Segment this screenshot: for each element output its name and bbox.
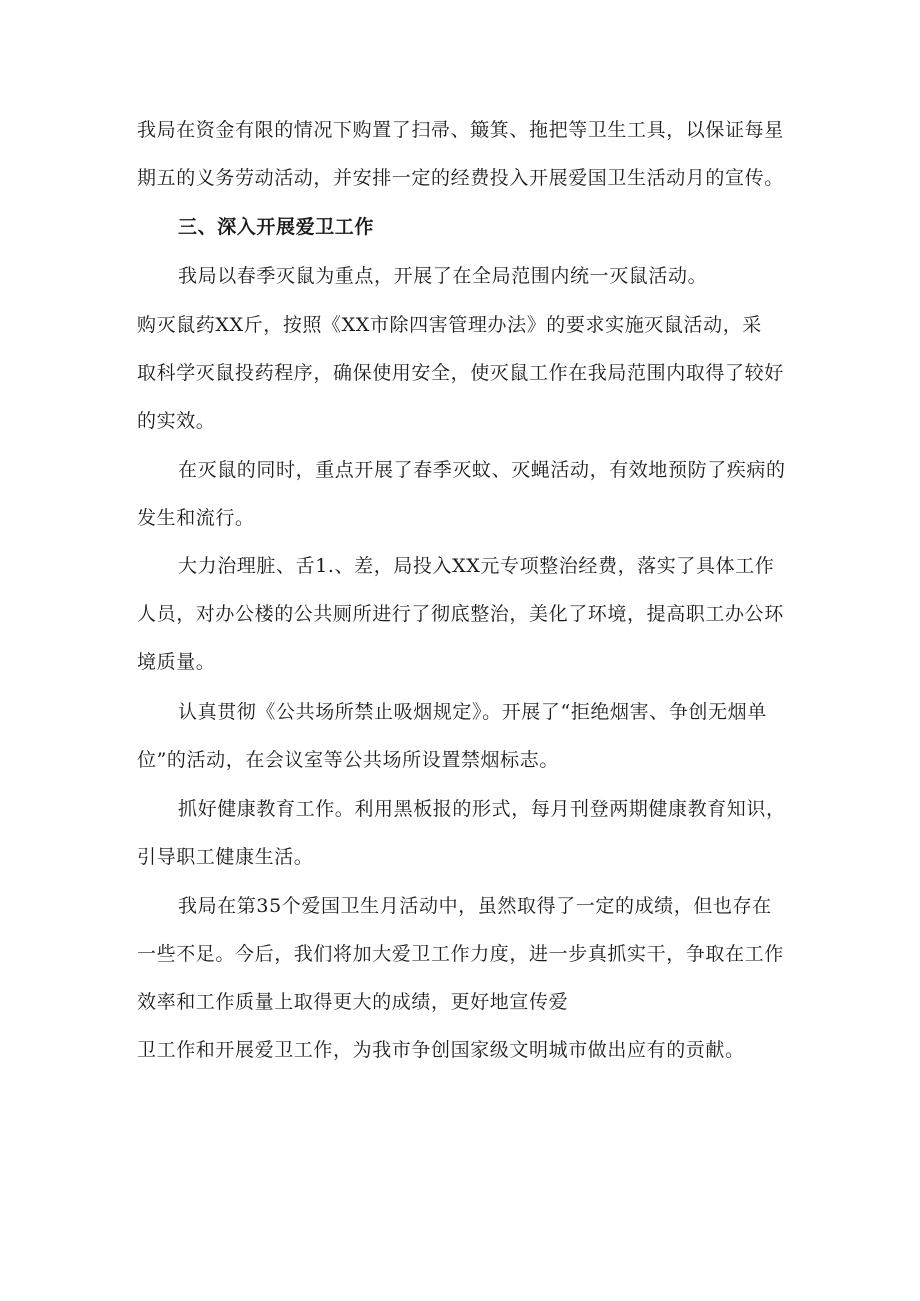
- body-text-line: 在灭鼠的同时，重点开展了春季灭蚊、灭蝇活动，有效地预防了疾病的: [178, 459, 786, 481]
- body-text-line: 人员，对办公楼的公共厕所进行了彻底整治，美化了环境，提高职工办公环: [137, 603, 784, 625]
- body-text-line: 卫工作和开展爱卫工作，为我市争创国家级文明城市做出应有的贡献。: [137, 1039, 745, 1061]
- body-text-line: 一些不足。今后，我们将加大爱卫工作力度，进一步真抓实干，争取在工作: [137, 943, 784, 965]
- body-text-line: 我局在第35个爱国卫生月活动中，虽然取得了一定的成绩，但也存在: [178, 895, 772, 917]
- body-text-line: 我局在资金有限的情况下购置了扫帚、簸箕、拖把等卫生工具，以保证每星: [137, 119, 784, 141]
- section-heading: 三、深入开展爱卫工作: [178, 216, 375, 238]
- body-text-line: 购灭鼠药XX斤，按照《XX市除四害管理办法》的要求实施灭鼠活动，采: [137, 314, 762, 336]
- body-text-line: 大力治理脏、舌1.、差，局投入XX元专项整治经费，落实了具体工作: [178, 555, 775, 577]
- body-text-line: 的实效。: [137, 410, 216, 432]
- body-text-line: 引导职工健康生活。: [137, 846, 314, 868]
- body-text-line: 期五的义务劳动活动，并安排一定的经费投入开展爱国卫生活动月的宣传。: [137, 167, 784, 189]
- body-text-line: 境质量。: [137, 651, 216, 673]
- body-text-line: 取科学灭鼠投药程序，确保使用安全，使灭鼠工作在我局范围内取得了较好: [137, 362, 784, 384]
- body-text-line: 发生和流行。: [137, 507, 255, 529]
- body-text-line: 我局以春季灭鼠为重点，开展了在全局范围内统一灭鼠活动。: [178, 265, 708, 287]
- body-text-line: 认真贯彻《公共场所禁止吸烟规定》。开展了“拒绝烟害、争创无烟单: [178, 701, 767, 723]
- body-text-line: 位”的活动，在会议室等公共场所设置禁烟标志。: [137, 749, 559, 771]
- body-text-line: 效率和工作质量上取得更大的成绩，更好地宣传爱: [137, 991, 569, 1013]
- body-text-line: 抓好健康教育工作。利用黑板报的形式，每月刊登两期健康教育知识，: [178, 798, 786, 820]
